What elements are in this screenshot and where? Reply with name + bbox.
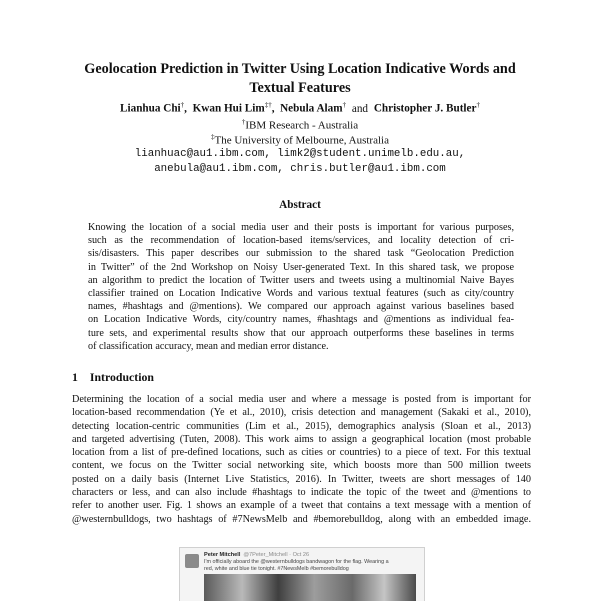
body-line: characters or less, and can also include #hashtags to indicate the topic of the tweet and @mentions to [72, 487, 531, 499]
author-mark: † [342, 101, 347, 109]
abstract-heading: Abstract [279, 199, 321, 211]
author-mark: † [476, 101, 480, 109]
tweet-author: Peter Mitchell [204, 552, 241, 558]
avatar [185, 554, 199, 568]
abstract-line: of classification accuracy, mean and median error distance. [88, 340, 329, 352]
affiliation-mark: ‡ [211, 133, 215, 141]
body-line: posted on a daily basis (Internet Live Statistics, 2016). In Twitter, tweets are short messages of 140 [72, 473, 531, 485]
author-name: Lianhua Chi [120, 102, 181, 115]
author-mark: ‡† [264, 101, 272, 109]
affiliation [40, 118, 560, 132]
emails-line-2: anebula@au1.ibm.com, chris.butler@au1.ibm.com [154, 163, 446, 175]
author-and: and [351, 102, 369, 115]
abstract-line: Knowing the location of a social media user and their posts is important for various purposes, [88, 222, 514, 233]
abstract-line: names, #hashtags and @mentions). We compared our approach against various baselines based [88, 301, 514, 313]
body-line: detecting location-centric communities (Lim et al., 2015), demographics analysis (Sloan et al., 2013) [72, 420, 531, 432]
author-name: Nebula Alam [280, 102, 343, 115]
section-title: Introduction [89, 370, 154, 384]
affiliation-text: IBM Research - Australia [245, 119, 359, 132]
body-line: location-based recommendation (Ye et al., 2010), crisis detection and management (Sakaki et al., 2010), [72, 407, 531, 419]
tweet-figure [179, 547, 425, 601]
author-name: Kwan Hui Lim [192, 102, 265, 115]
tweet-photo [204, 574, 416, 601]
body-line: content, we focus on the Twitter social networking site, which boosts more than 500 million tweets [72, 460, 531, 472]
abstract-line: on Location Indicative Words, city/country names, #hashtags and @mentions as individual fea- [88, 314, 514, 326]
body-line: location from a list of pre-defined locations, such as cities or countries) to a piece of text. For this textual [72, 447, 531, 459]
abstract-line: classifier trained on Location Indicative Words and various textual features (such as city/country [88, 288, 514, 300]
tweet-header [204, 552, 309, 558]
tweet-text-line: I'm officially aboard the @westernbulldogs bandwagon for the flag. Wearing a [204, 559, 389, 565]
abstract-body [88, 221, 514, 353]
tweet-text-line: red, white and blue tie tonight. #7NewsMelb #bemorebulldog [204, 565, 349, 572]
emails-line-1: lianhuac@au1.ibm.com, limk2@student.unimelb.edu.au, [134, 148, 466, 160]
author-name: Christopher J. Butler [373, 102, 477, 115]
affiliation [40, 133, 560, 147]
paper-title [60, 60, 540, 98]
author-list: Lianhua Chi†, Kwan Hui Lim‡†, Nebula Alam† and Christopher J. Butler† [120, 101, 480, 115]
affiliation-text: The University of Melbourne, Australia [214, 134, 389, 147]
section-heading [72, 370, 154, 385]
abstract-line: such as the recommendation of location-based items/services, and locality detection of cri- [88, 235, 514, 247]
section-body [72, 393, 531, 526]
body-line: and targeted advertising (Tuten, 2008). This work aims to assign a geographical location (most probable [72, 433, 531, 445]
body-line: refer to another user. Fig. 1 shows an example of a tweet that contains a text message with a mention of [72, 500, 531, 512]
section-number: 1 [72, 370, 78, 384]
abstract-line: in Twitter” of the 2nd Workshop on Noisy User-generated Text. In this shared task, we propose [88, 261, 514, 273]
title-line-1: Geolocation Prediction in Twitter Using Location Indicative Words and [84, 61, 516, 77]
abstract-line: an algorithm to predict the location of Twitter users and tweets using a multinomial Naive Bayes [88, 274, 514, 286]
body-line: Determining the location of a social media user and where a message is posted from is important for [72, 394, 531, 405]
title-line-2: Textual Features [249, 80, 351, 96]
abstract-line: ture sets, and experimental results show that our approach outperforms these baselines in terms [88, 327, 514, 339]
abstract-line: sis/disasters. This paper describes our submission to the shared task “Geolocation Prediction [88, 248, 514, 260]
author-mark: † [180, 101, 185, 109]
body-line: @westernbulldogs, two hashtags of #7NewsMelb and #bemorebulldog, along with an embedded image. [72, 513, 531, 525]
tweet-text [204, 559, 418, 572]
tweet-handle: @7Peter_Mitchell · Oct 26 [243, 552, 310, 558]
affiliation-mark: † [241, 118, 246, 126]
